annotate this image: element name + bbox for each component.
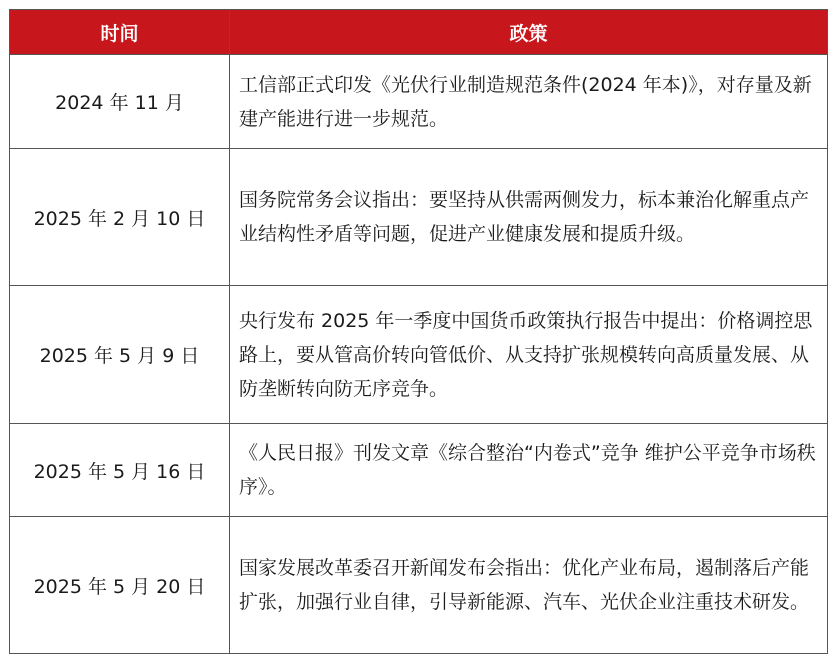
table-row xyxy=(10,149,828,286)
header-policy: 政策 xyxy=(230,10,828,55)
header-row xyxy=(10,10,828,55)
row-policy-cell: 国务院常务会议指出：要坚持从供需两侧发力，标本兼治化解重点产业结构性矛盾等问题，促进产业健康发展和提质升级。 xyxy=(230,149,828,286)
table-row xyxy=(10,55,828,149)
row-policy-cell: 央行发布 2025 年一季度中国货币政策执行报告中提出：价格调控思路上，要从管高价转向管低价、从支持扩张规模转向高质量发展、从防垄断转向防无序竞争。 xyxy=(230,286,828,424)
table-row xyxy=(10,424,828,517)
policy-timeline-table xyxy=(9,9,828,654)
row-policy-cell: 《人民日报》刊发文章《综合整治“内卷式”竞争 维护公平竞争市场秩序》。 xyxy=(230,424,828,517)
table-row xyxy=(10,286,828,424)
row-time-cell: 2025 年 2 月 10 日 xyxy=(10,149,230,286)
row-time-cell: 2024 年 11 月 xyxy=(10,55,230,149)
row-time-cell: 2025 年 5 月 16 日 xyxy=(10,424,230,517)
row-time-cell: 2025 年 5 月 9 日 xyxy=(10,286,230,424)
header-time: 时间 xyxy=(10,10,230,55)
row-time-cell: 2025 年 5 月 20 日 xyxy=(10,517,230,654)
row-policy-cell: 工信部正式印发《光伏行业制造规范条件(2024 年本)》，对存量及新建产能进行进一步规范。 xyxy=(230,55,828,149)
row-policy-cell: 国家发展改革委召开新闻发布会指出：优化产业布局，遏制落后产能扩张，加强行业自律，引导新能源、汽车、光伏企业注重技术研发。 xyxy=(230,517,828,654)
table-row xyxy=(10,517,828,654)
